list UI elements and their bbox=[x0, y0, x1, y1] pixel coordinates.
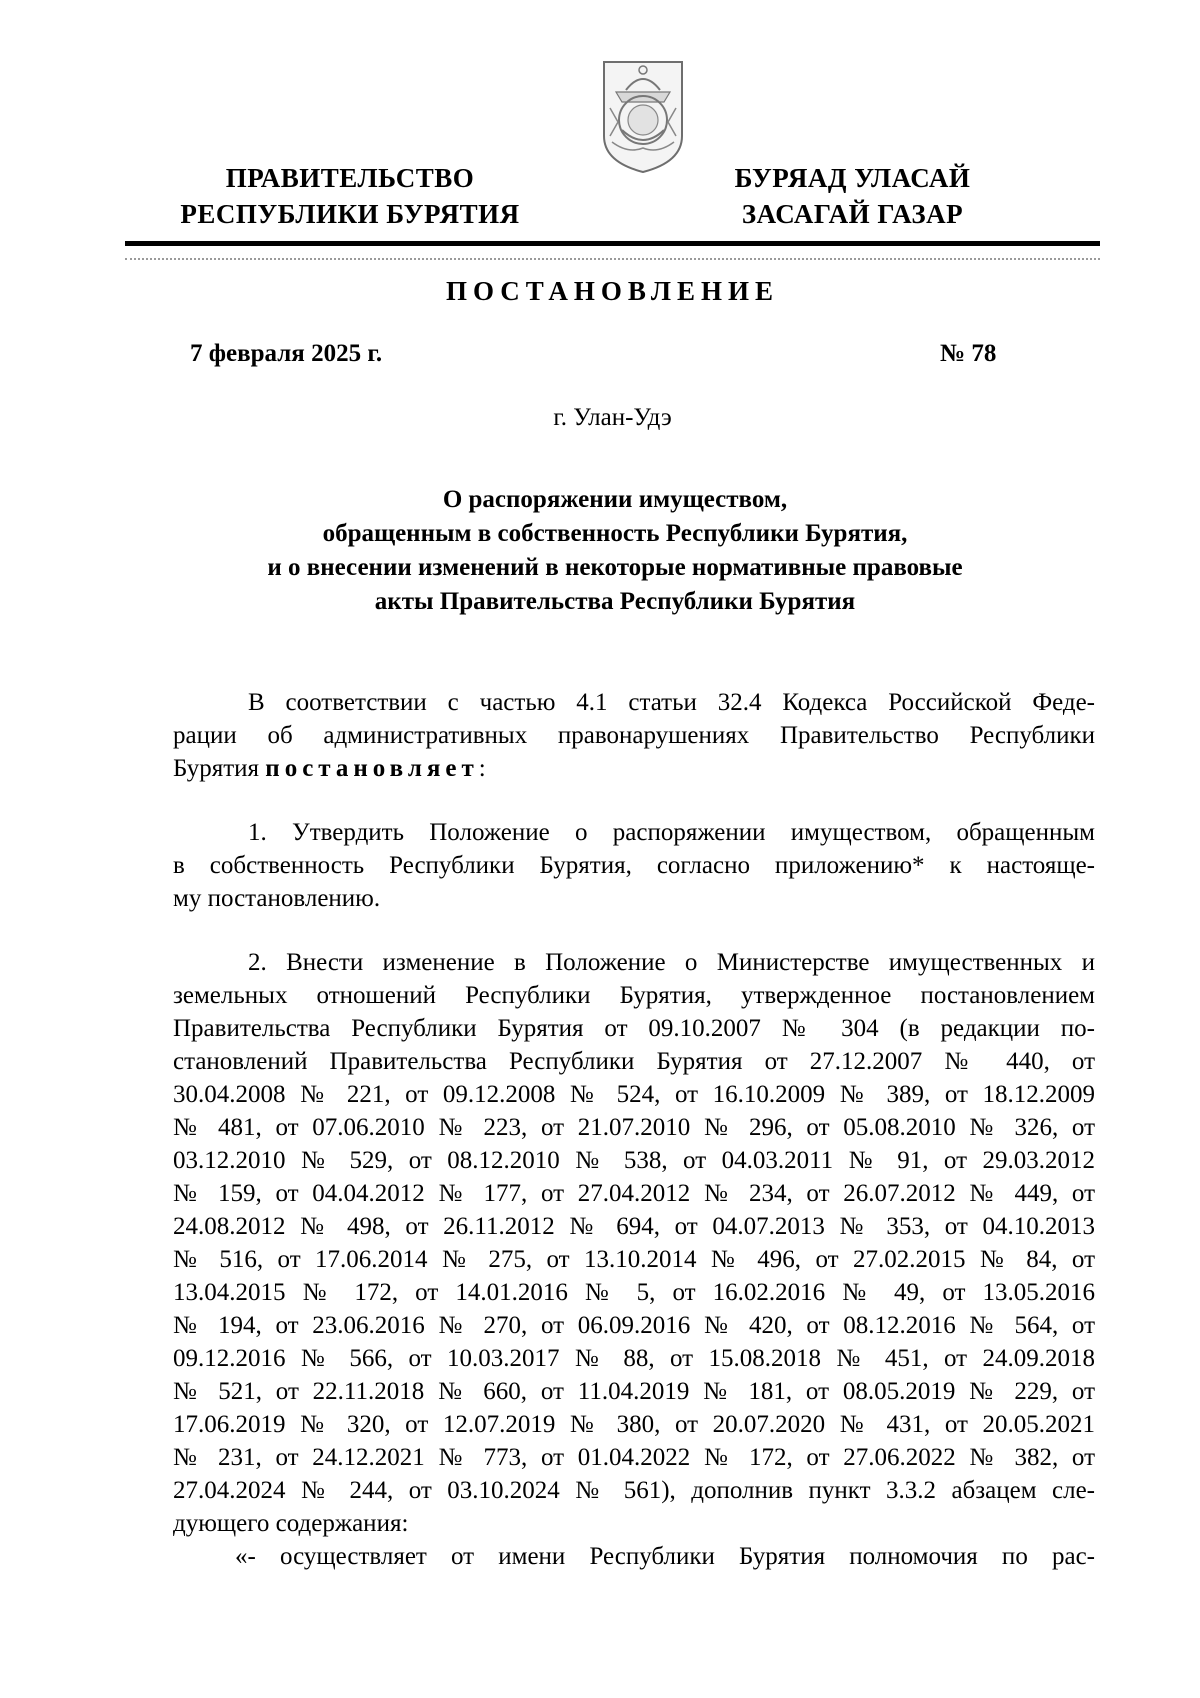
item2-line: 17.06.2019 № 320, от 12.07.2019 № 380, от 20.07.2020 № 431, от 20.05.2021 bbox=[173, 1411, 1095, 1438]
title-line: и о внесении изменений в некоторые нормативные правовые bbox=[267, 554, 963, 581]
header-rule-thick bbox=[125, 241, 1100, 246]
header-left-line1: ПРАВИТЕЛЬСТВО bbox=[225, 163, 475, 193]
item2-line: № 231, от 24.12.2021 № 773, от 01.04.2022 № 172, от 27.06.2022 № 382, от bbox=[173, 1444, 1095, 1471]
preamble-prefix: Бурятия bbox=[173, 755, 266, 782]
header-right-line2: ЗАСАГАЙ ГАЗАР bbox=[741, 199, 964, 229]
item2-line: становлений Правительства Республики Бурятия от 27.12.2007 № 440, от bbox=[173, 1048, 1095, 1075]
item2-line: 27.04.2024 № 244, от 03.10.2024 № 561), дополнив пункт 3.3.2 абзацем сле- bbox=[173, 1477, 1095, 1504]
quote-line: «- осуществляет от имени Республики Бурятия полномочия по рас- bbox=[235, 1543, 1095, 1570]
preamble-line bbox=[173, 753, 1095, 785]
document-title bbox=[200, 483, 1030, 619]
item2-line: 13.04.2015 № 172, от 14.01.2016 № 5, от 16.02.2016 № 49, от 13.05.2016 bbox=[173, 1279, 1095, 1306]
item2-line: № 521, от 22.11.2018 № 660, от 11.04.2019 № 181, от 08.05.2019 № 229, от bbox=[173, 1378, 1095, 1405]
preamble-suffix: : bbox=[478, 755, 486, 782]
item2-line: № 159, от 04.04.2012 № 177, от 27.04.2012 № 234, от 26.07.2012 № 449, от bbox=[173, 1180, 1095, 1207]
item1-line: в собственность Республики Бурятия, согласно приложению* к настояще- bbox=[173, 852, 1095, 879]
item2-line: 09.12.2016 № 566, от 10.03.2017 № 88, от 15.08.2018 № 451, от 24.09.2018 bbox=[173, 1345, 1095, 1372]
item2-line: № 516, от 17.06.2014 № 275, от 13.10.2014 № 496, от 27.02.2015 № 84, от bbox=[173, 1246, 1095, 1273]
document-city: г. Улан-Удэ bbox=[553, 404, 672, 431]
preamble-line: рации об административных правонарушениях Правительство Республики bbox=[173, 722, 1095, 749]
preamble-line: В соответствии с частью 4.1 статьи 32.4 Кодекса Российской Феде- bbox=[248, 689, 1095, 716]
header-right-line1: БУРЯАД УЛАСАЙ bbox=[734, 163, 971, 193]
header-rule-thin bbox=[125, 258, 1100, 260]
item2-line: № 194, от 23.06.2016 № 270, от 06.09.2016 № 420, от 08.12.2016 № 564, от bbox=[173, 1312, 1095, 1339]
coat-of-arms-icon bbox=[598, 58, 688, 176]
item2-line: № 481, от 07.06.2010 № 223, от 21.07.2010 № 296, от 05.08.2010 № 326, от bbox=[173, 1114, 1095, 1141]
title-line: обращенным в собственность Республики Бурятия, bbox=[322, 520, 908, 547]
header-right-org bbox=[690, 160, 1015, 232]
header-left-org bbox=[150, 160, 550, 232]
header-left-line2: РЕСПУБЛИКИ БУРЯТИЯ bbox=[180, 199, 520, 229]
item1-line: 1. Утвердить Положение о распоряжении имуществом, обращенным bbox=[248, 819, 1095, 846]
item2-line: 2. Внести изменение в Положение о Министерстве имущественных и bbox=[248, 949, 1095, 976]
document-type: ПОСТАНОВЛЕНИЕ bbox=[445, 276, 780, 306]
item2-line: 24.08.2012 № 498, от 26.11.2012 № 694, от 04.07.2013 № 353, от 04.10.2013 bbox=[173, 1213, 1095, 1240]
document-number: № 78 bbox=[940, 340, 997, 367]
resolves-keyword: постановляет bbox=[265, 755, 479, 782]
title-line: акты Правительства Республики Бурятия bbox=[374, 588, 856, 615]
title-line: О распоряжении имуществом, bbox=[442, 486, 788, 513]
item2-line: Правительства Республики Бурятия от 09.10.2007 № 304 (в редакции по- bbox=[173, 1015, 1095, 1042]
item1-line: му постановлению. bbox=[173, 885, 381, 912]
item2-line: 30.04.2008 № 221, от 09.12.2008 № 524, от 16.10.2009 № 389, от 18.12.2009 bbox=[173, 1081, 1095, 1108]
item2-line: земельных отношений Республики Бурятия, утвержденное постановлением bbox=[173, 982, 1095, 1009]
item2-line: 03.12.2010 № 529, от 08.12.2010 № 538, от 04.03.2011 № 91, от 29.03.2012 bbox=[173, 1147, 1095, 1174]
item2-line: дующего содержания: bbox=[173, 1510, 409, 1537]
document-date: 7 февраля 2025 г. bbox=[190, 340, 383, 367]
